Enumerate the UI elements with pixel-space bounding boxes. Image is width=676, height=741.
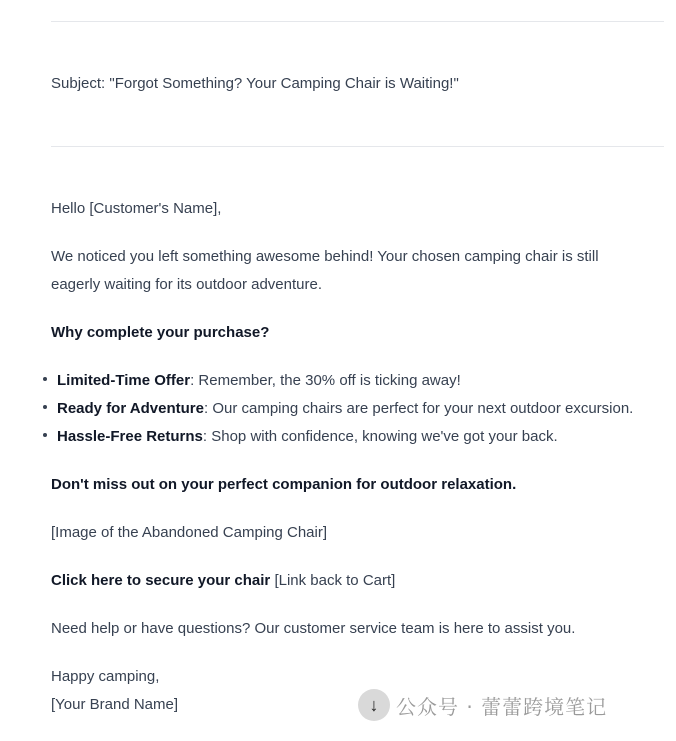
why-heading: Why complete your purchase? (51, 324, 270, 341)
dont-miss-line: Don't miss out on your perfect companion for outdoor relaxation. (51, 476, 517, 493)
help-text: Need help or have questions? Our customer service team is here to assist you. (51, 620, 576, 637)
bullet-text: : Shop with confidence, knowing we've got your back. (202, 428, 558, 445)
bullet-item-hassle-free-returns (57, 427, 558, 447)
bullet-title: Hassle-Free Returns (57, 428, 203, 445)
cart-link[interactable]: [Link back to Cart] (274, 572, 396, 589)
bullet-text: : Remember, the 30% off is ticking away! (190, 372, 461, 389)
top-divider (51, 21, 664, 22)
bullet-item-limited-time-offer (57, 371, 461, 391)
watermark (358, 688, 607, 722)
email-subject: Subject: "Forgot Something? Your Camping Chair is Waiting!" (51, 75, 459, 92)
bullet-dot (43, 405, 47, 409)
cta-bold-text[interactable]: Click here to secure your chair (51, 572, 271, 589)
intro-line-2: eagerly waiting for its outdoor adventure. (51, 276, 322, 293)
bullet-title: Limited-Time Offer (57, 372, 191, 389)
intro-line-1: We noticed you left something awesome behind! Your chosen camping chair is still (51, 248, 599, 265)
bullet-title: Ready for Adventure (57, 400, 204, 417)
bullet-dot (43, 377, 47, 381)
bullet-item-ready-for-adventure (57, 399, 633, 419)
image-placeholder: [Image of the Abandoned Camping Chair] (51, 524, 328, 541)
greeting: Hello [Customer's Name], (51, 200, 222, 217)
down-arrow-icon: ↓ (358, 689, 390, 721)
cta-line (51, 571, 395, 591)
signoff: Happy camping, (51, 668, 160, 685)
bullet-text: : Our camping chairs are perfect for your next outdoor excursion. (203, 400, 634, 417)
subject-divider (51, 146, 664, 147)
bullet-dot (43, 433, 47, 437)
brand-name: [Your Brand Name] (51, 696, 179, 713)
watermark-text: 公众号 · 蕾蕾跨境笔记 (396, 694, 608, 719)
